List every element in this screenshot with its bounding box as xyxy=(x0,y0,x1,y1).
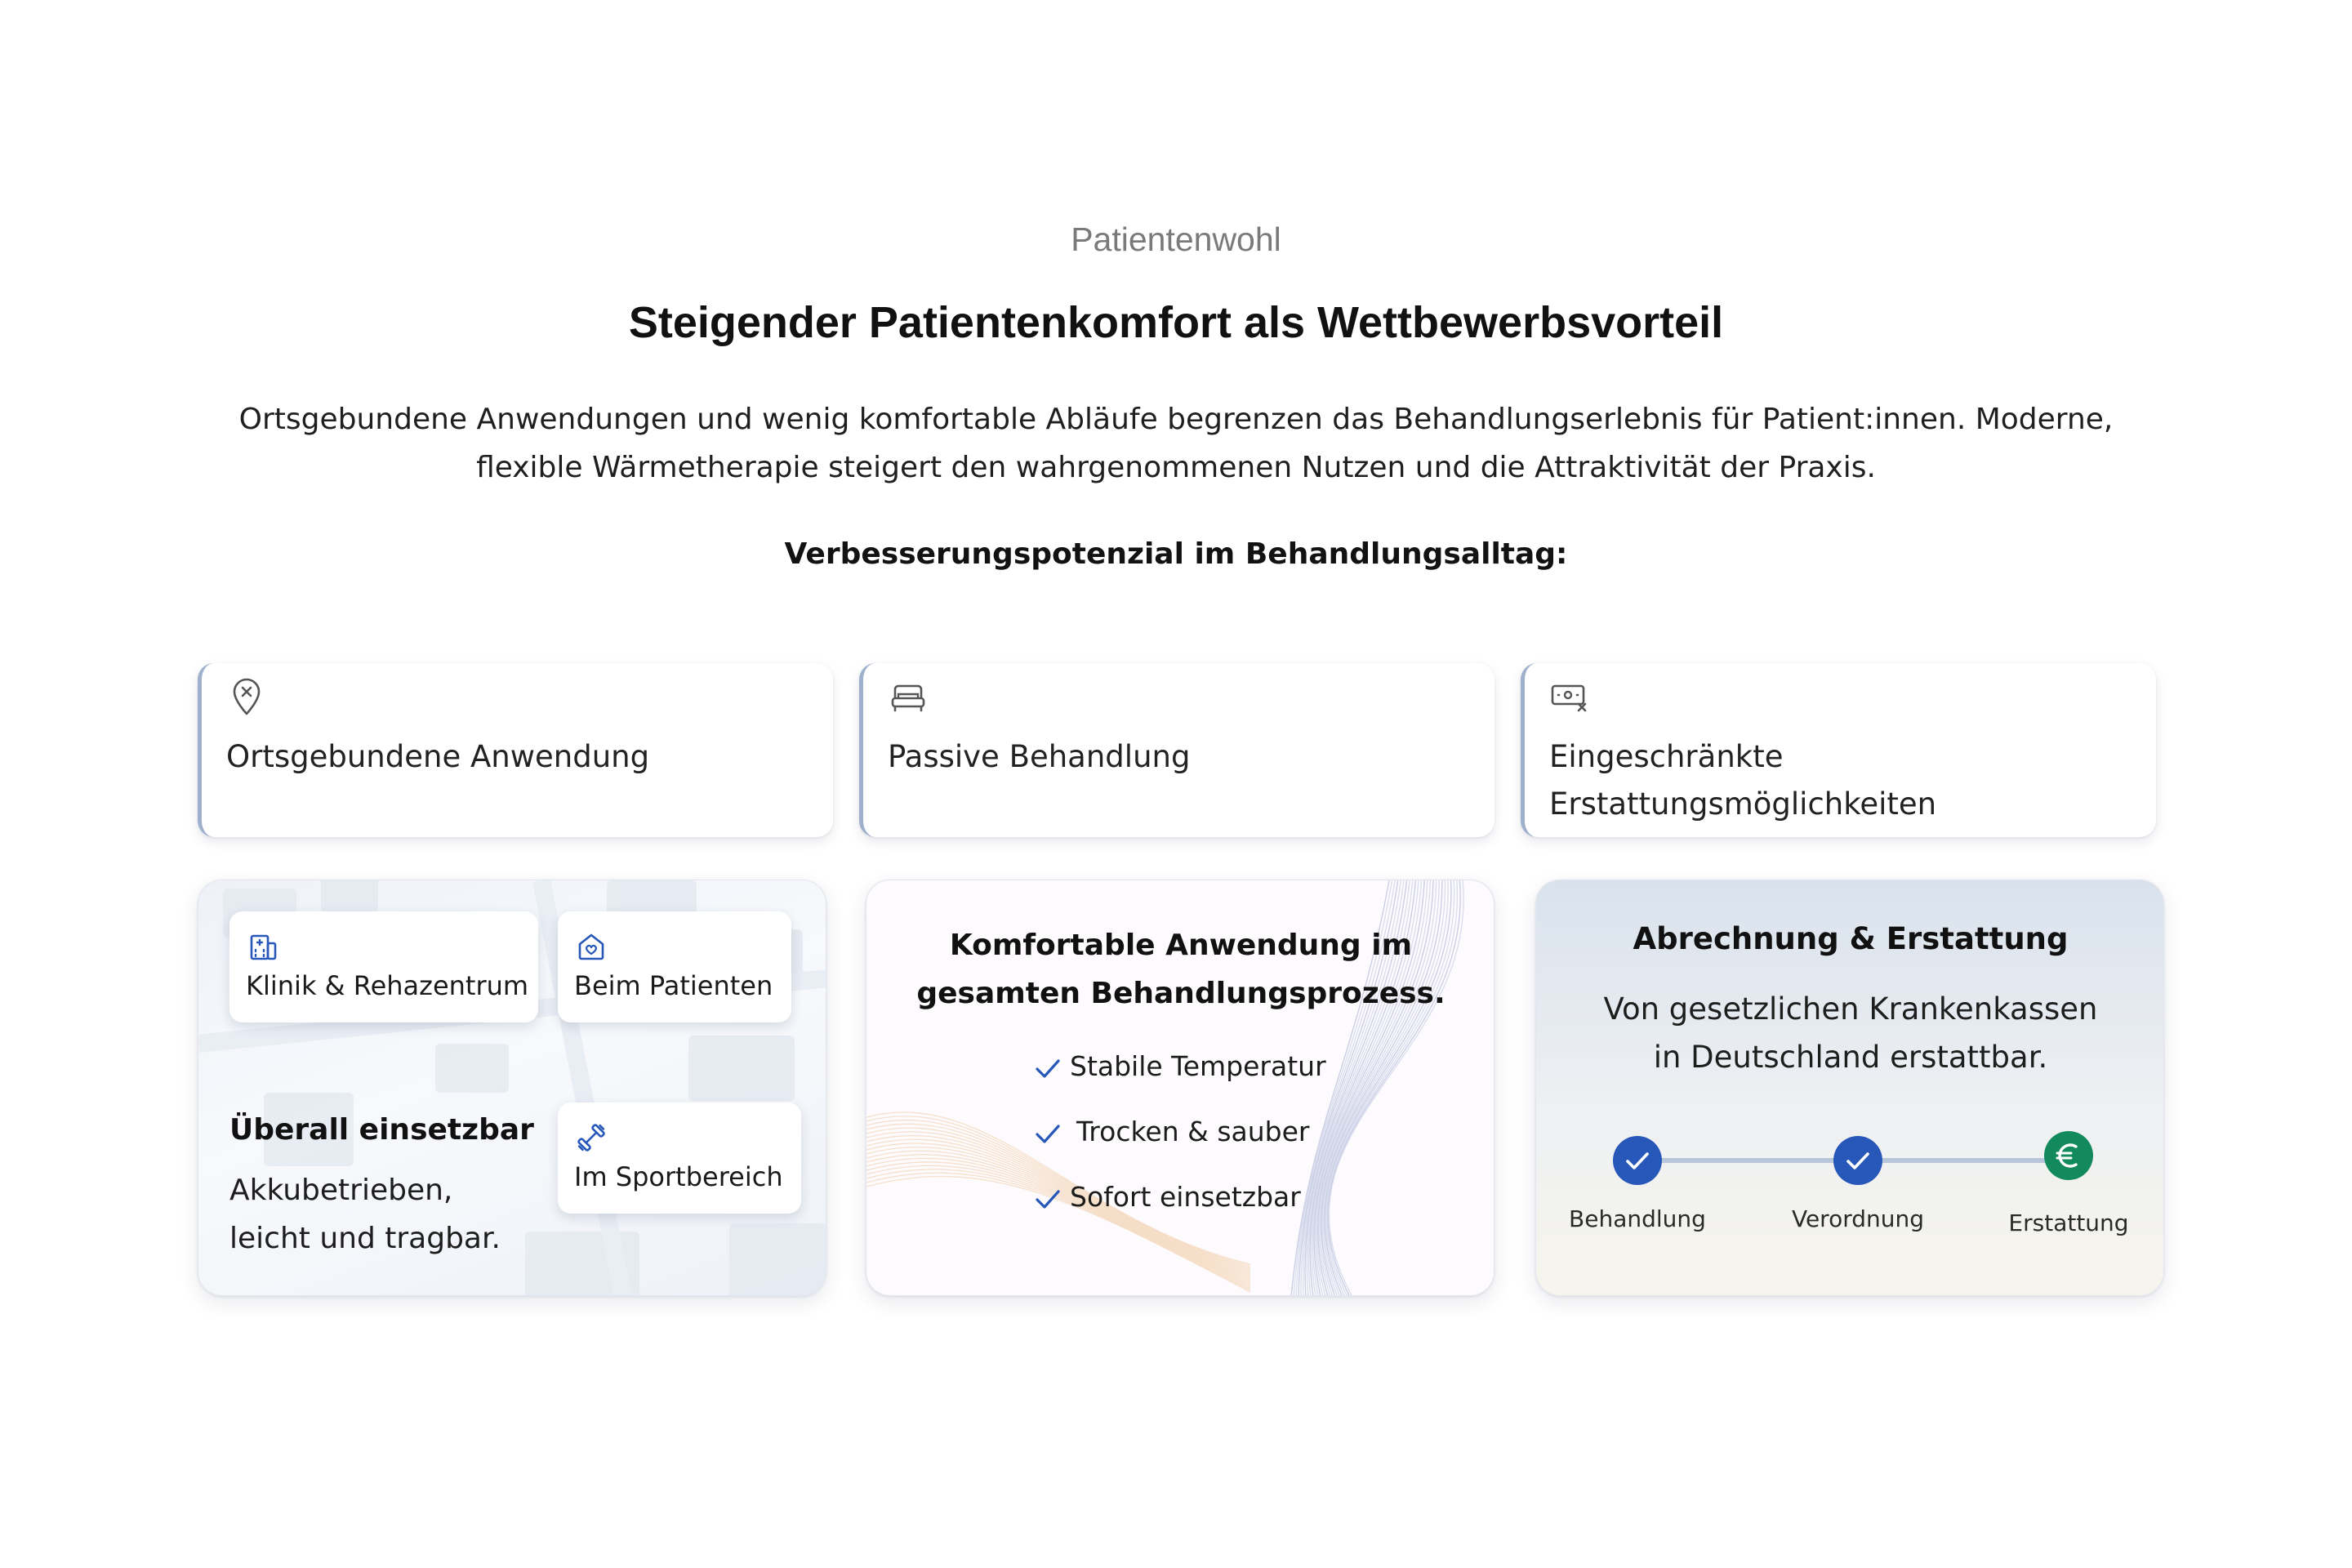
card-heading: Abrechnung & Erstattung xyxy=(1633,921,2069,956)
section-eyebrow: Patientenwohl xyxy=(1071,220,1281,258)
check-item xyxy=(1034,1116,1310,1147)
sub-heading: Verbesserungspotenzial im Behandlungsalltag: xyxy=(784,537,1568,571)
chip-clinic xyxy=(229,911,538,1022)
chip-home xyxy=(558,911,791,1022)
problem-label-line-2: Erstattungsmöglichkeiten xyxy=(1549,786,1937,822)
step-label: Erstattung xyxy=(2008,1209,2129,1236)
check-item xyxy=(1034,1181,1301,1213)
card-text-line-2: leicht und tragbar. xyxy=(229,1222,501,1255)
check-icon xyxy=(1034,1054,1062,1082)
euro-icon xyxy=(2044,1131,2093,1180)
chip-label: Klinik & Rehazentrum xyxy=(246,970,529,1001)
problem-label-line-1: Eingeschränkte xyxy=(1549,739,1784,774)
dumbbell-icon xyxy=(574,1120,608,1155)
card-text-line-1: Von gesetzlichen Krankenkassen xyxy=(1603,991,2098,1027)
card-heading xyxy=(866,921,1494,1018)
chip-sport xyxy=(558,1102,801,1214)
card-text-line-2: in Deutschland erstattbar. xyxy=(1653,1040,2048,1075)
check-icon xyxy=(1034,1120,1062,1147)
lead-paragraph xyxy=(0,395,2352,492)
problem-label: Ortsgebundene Anwendung xyxy=(226,739,650,774)
problem-label: Passive Behandlung xyxy=(888,739,1191,774)
problem-card-reimbursement xyxy=(1521,663,2156,837)
problem-card-passive xyxy=(859,663,1494,837)
problem-card-location xyxy=(198,663,833,837)
card-text xyxy=(1536,985,2164,1081)
check-icon xyxy=(1833,1136,1882,1185)
chip-label: Im Sportbereich xyxy=(574,1161,783,1192)
step-dot-prescription xyxy=(1833,1136,1882,1185)
lead-line-1: Ortsgebundene Anwendungen und wenig komfortable Abläufe begrenzen das Behandlungserlebnis für Patient:innen. Moderne, xyxy=(238,403,2114,436)
money-x-icon xyxy=(1549,676,1590,717)
check-label: Stabile Temperatur xyxy=(1070,1050,1326,1082)
check-icon xyxy=(1613,1136,1662,1185)
card-heading-line-1: Komfortable Anwendung im xyxy=(949,929,1413,962)
card-comfort xyxy=(866,880,1494,1296)
card-mobility xyxy=(198,880,826,1296)
step-dot-reimbursement xyxy=(2044,1131,2093,1180)
home-heart-icon xyxy=(574,929,608,964)
card-billing xyxy=(1535,880,2164,1296)
problem-label xyxy=(1549,733,2140,828)
chip-label: Beim Patienten xyxy=(574,970,773,1001)
lead-line-2: flexible Wärmetherapie steigert den wahrgenommenen Nutzen und die Attraktivität der Praxis. xyxy=(476,451,1876,484)
bed-icon xyxy=(888,676,929,717)
location-x-icon xyxy=(226,676,267,717)
card-text xyxy=(229,1166,501,1263)
step-label: Behandlung xyxy=(1569,1205,1706,1232)
page-title: Steigender Patientenkomfort als Wettbewerbsvorteil xyxy=(628,298,1724,347)
card-heading-line-2: gesamten Behandlungsprozess. xyxy=(916,977,1446,1010)
check-item xyxy=(1034,1050,1326,1082)
check-icon xyxy=(1034,1185,1062,1213)
hospital-icon xyxy=(246,929,280,964)
step-dot-treatment xyxy=(1613,1136,1662,1185)
check-label: Sofort einsetzbar xyxy=(1070,1181,1301,1213)
check-label: Trocken & sauber xyxy=(1076,1116,1310,1147)
card-text-line-1: Akkubetrieben, xyxy=(229,1174,453,1207)
step-label: Verordnung xyxy=(1791,1205,1925,1232)
card-heading: Überall einsetzbar xyxy=(229,1113,534,1147)
